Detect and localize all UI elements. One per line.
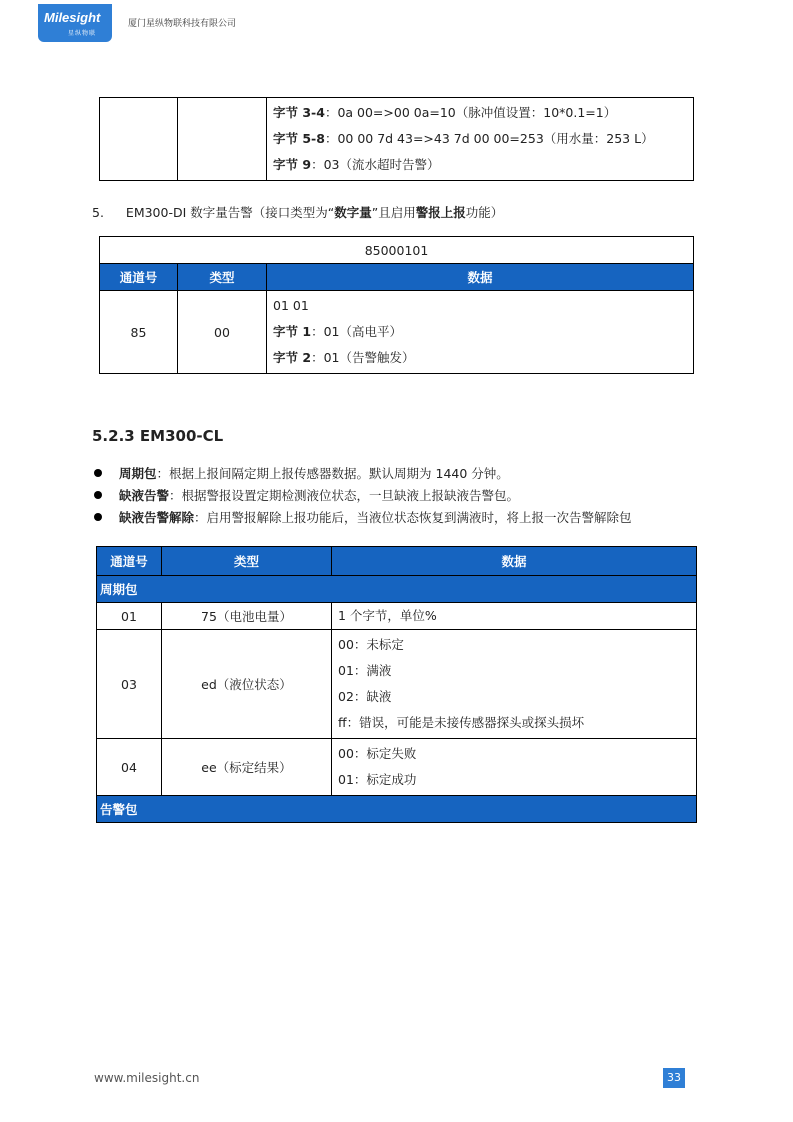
line-label: 字节 2 [273, 350, 312, 365]
table-row [100, 98, 694, 181]
table-em300-di-alarm [99, 236, 694, 374]
footer-url: www.milesight.cn [94, 1071, 200, 1085]
bullet-item [94, 464, 509, 482]
table-cell [100, 98, 178, 181]
line-label: 字节 3-4 [273, 105, 325, 120]
bullet-text: ：根据警报设置定期检测液位状态，一旦缺液上报缺液告警包。 [169, 488, 520, 503]
cell-channel: 03 [97, 630, 162, 739]
line-label: 字节 1 [273, 324, 312, 339]
item-text: ”且启用 [371, 205, 416, 220]
table-cell [178, 98, 267, 181]
item-number: 5. [92, 205, 104, 220]
item-bold: 数字量 [334, 205, 372, 220]
cell-type: 75（电池电量） [162, 603, 332, 630]
list-item-5 [92, 203, 503, 221]
bullet-dot-icon [94, 469, 102, 477]
data-line: 01：满液 [338, 663, 392, 678]
bullet-dot-icon [94, 513, 102, 521]
data-line: 02：缺液 [338, 689, 392, 704]
table-header-row [100, 264, 694, 291]
table-row [97, 630, 697, 739]
cell-data [332, 739, 697, 796]
header-type: 类型 [162, 547, 332, 576]
data-line: 00：标定失败 [338, 746, 417, 761]
line-text: ：01（高电平） [311, 324, 402, 339]
page-number: 33 [663, 1068, 685, 1088]
line-text: ：01（告警触发） [311, 350, 415, 365]
table-em300-cl [96, 546, 697, 823]
line-label: 字节 9 [273, 157, 312, 172]
header-channel: 通道号 [100, 264, 178, 291]
data-line [267, 126, 693, 152]
line-text: ：03（流水超时告警） [311, 157, 440, 172]
table-row [97, 739, 697, 796]
item-bold: 警报上报 [415, 205, 466, 220]
cell-data [332, 603, 697, 630]
line-text: ：0a 00=>00 0a=10（脉冲值设置：10*0.1=1） [324, 105, 617, 120]
cell-data [267, 291, 694, 374]
bullet-text: ：根据上报间隔定期上报传感器数据。默认周期为 1440 分钟。 [156, 466, 509, 481]
data-line [267, 345, 693, 371]
section-label: 周期包 [97, 576, 697, 603]
data-line: 01 01 [273, 298, 309, 313]
data-line: 01：标定成功 [338, 772, 417, 787]
table-title-row [100, 237, 694, 264]
cell-channel: 01 [97, 603, 162, 630]
bullet-dot-icon [94, 491, 102, 499]
section-row-periodic [97, 576, 697, 603]
header-data: 数据 [332, 547, 697, 576]
bullet-bold: 缺液告警解除 [119, 510, 195, 525]
table-row [100, 291, 694, 374]
section-label: 告警包 [97, 796, 697, 823]
item-text: 功能） [465, 205, 504, 220]
line-text: ：00 00 7d 43=>43 7d 00 00=253（用水量：253 L） [324, 131, 654, 146]
table-header-row [97, 547, 697, 576]
logo-text: Milesight [44, 10, 101, 25]
bullet-bold: 缺液告警 [119, 488, 170, 503]
cell-channel: 85 [100, 291, 178, 374]
section-row-alarm [97, 796, 697, 823]
logo-subtext: 星纵物联 [68, 30, 97, 37]
company-logo [38, 4, 112, 42]
data-line [267, 152, 693, 178]
cell-data [332, 630, 697, 739]
data-line [267, 100, 693, 126]
bullet-item [94, 486, 519, 504]
data-line [267, 319, 693, 345]
cell-type: ee（标定结果） [162, 739, 332, 796]
item-text: EM300-DI 数字量告警（接口类型为“ [125, 205, 335, 220]
data-line: 00：未标定 [338, 637, 404, 652]
section-heading: 5.2.3 EM300-CL [92, 427, 224, 445]
data-line: ff：错误，可能是未接传感器探头或探头损坏 [338, 715, 585, 730]
header-data: 数据 [267, 264, 694, 291]
table-row [97, 603, 697, 630]
company-name: 厦门星纵物联科技有限公司 [128, 19, 237, 29]
table-cell-data [267, 98, 694, 181]
data-line: 1 个字节，单位% [338, 608, 437, 623]
cell-channel: 04 [97, 739, 162, 796]
header-channel: 通道号 [97, 547, 162, 576]
header-type: 类型 [178, 264, 267, 291]
line-label: 字节 5-8 [273, 131, 325, 146]
bullet-item [94, 508, 632, 526]
cell-type: ed（液位状态） [162, 630, 332, 739]
table-title: 85000101 [100, 237, 694, 264]
bullet-text: ：启用警报解除上报功能后，当液位状态恢复到满液时，将上报一次告警解除包 [194, 510, 632, 525]
bullet-bold: 周期包 [119, 466, 157, 481]
cell-type: 00 [178, 291, 267, 374]
table-em300-continued [99, 97, 694, 181]
